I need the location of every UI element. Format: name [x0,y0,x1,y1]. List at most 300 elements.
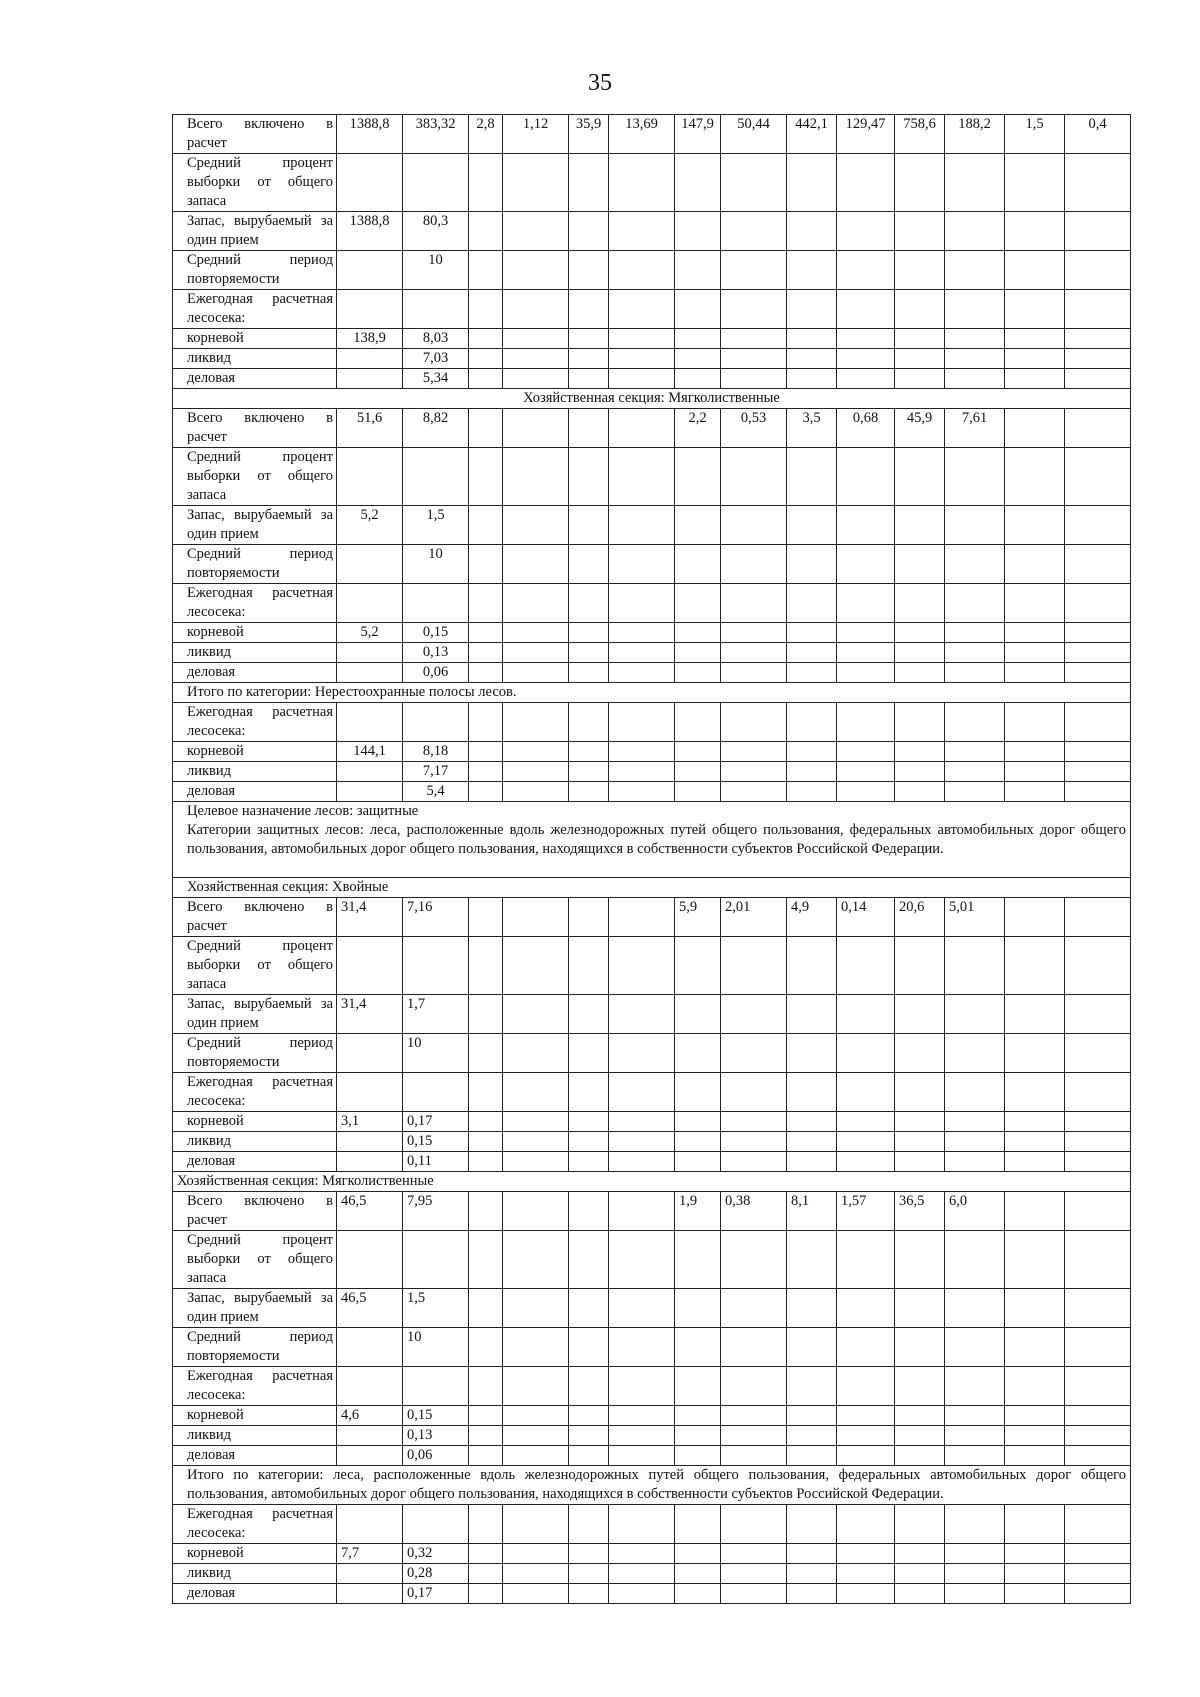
table-cell [609,1034,675,1073]
table-cell [1005,1564,1065,1584]
allowable-cut-table [172,114,1131,1604]
table-cell: 4,9 [787,898,837,937]
table-cell [609,1132,675,1152]
table-cell [895,1034,945,1073]
table-cell [503,1132,569,1152]
table-cell: 35,9 [569,115,609,154]
table-cell [675,1544,721,1564]
table-cell [1065,1289,1131,1328]
table-cell [945,937,1005,995]
table-cell [721,584,787,623]
table-cell: 7,03 [403,349,469,369]
table-cell: 1,7 [403,995,469,1034]
table-cell [469,545,503,584]
table-cell [609,448,675,506]
table-cell [1065,1544,1131,1564]
table-cell [569,762,609,782]
table-cell [1005,623,1065,643]
table-cell [337,663,403,683]
row-label: деловая [173,1152,337,1172]
table-cell [895,212,945,251]
table-cell [787,1152,837,1172]
table-cell: 50,44 [721,115,787,154]
table-cell [469,409,503,448]
table-cell [1005,1446,1065,1466]
table-cell [1005,448,1065,506]
table-cell [1065,1446,1131,1466]
table-cell: 5,34 [403,369,469,389]
table-cell [569,1034,609,1073]
table-cell [1065,1328,1131,1367]
table-cell [945,1112,1005,1132]
table-cell [503,898,569,937]
table-cell [569,898,609,937]
table-cell [1065,369,1131,389]
table-cell [837,1505,895,1544]
table-cell [1005,1406,1065,1426]
table-cell [1065,1132,1131,1152]
table-cell [569,251,609,290]
table-cell [569,154,609,212]
table-cell [1065,643,1131,663]
table-cell [787,448,837,506]
table-cell [945,154,1005,212]
table-cell [403,703,469,742]
table-cell [787,154,837,212]
table-cell [609,154,675,212]
table-cell [403,1505,469,1544]
table-cell [469,1034,503,1073]
table-cell: 7,7 [337,1544,403,1564]
table-row [173,782,1131,802]
table-cell [569,290,609,329]
table-cell [503,663,569,683]
table-cell [721,1231,787,1289]
table-cell [895,1544,945,1564]
table-cell [945,1073,1005,1112]
row-label: деловая [173,1584,337,1604]
table-cell [675,1564,721,1584]
table-cell [1065,663,1131,683]
table-cell: 2,01 [721,898,787,937]
table-cell: 5,2 [337,506,403,545]
table-cell [945,369,1005,389]
table-row [173,1406,1131,1426]
table-cell [337,154,403,212]
table-cell [1065,1231,1131,1289]
table-cell [469,448,503,506]
table-cell [787,584,837,623]
table-cell [1005,1544,1065,1564]
table-cell [609,1192,675,1231]
table-cell [895,1564,945,1584]
table-cell [945,584,1005,623]
table-cell [837,1426,895,1446]
table-cell: 2,8 [469,115,503,154]
table-cell: 0,15 [403,623,469,643]
table-cell: 4,6 [337,1406,403,1426]
table-cell [1005,1289,1065,1328]
table-cell: 10 [403,1328,469,1367]
table-cell [337,1426,403,1446]
table-cell [503,1426,569,1446]
table-cell [1065,782,1131,802]
table-cell: 0,28 [403,1564,469,1584]
row-label: Ежегодная расчетная лесосека: [173,703,337,742]
table-cell: 5,9 [675,898,721,937]
table-cell [837,782,895,802]
table-cell: 10 [403,1034,469,1073]
table-cell [609,995,675,1034]
table-cell [721,1289,787,1328]
table-cell [895,1584,945,1604]
table-cell [569,369,609,389]
table-cell [787,782,837,802]
table-cell [1065,995,1131,1034]
row-label: ликвид [173,762,337,782]
table-cell [469,1132,503,1152]
table-cell [675,1328,721,1367]
section-heading-line: Категории защитных лесов: леса, расположенные вдоль железнодорожных путей общего пользования, федеральных автомобильных дорог общего пользования, автомобильных дорог общего пользования, находящихся в собственности субъектов Российской Федерации. [187,822,1126,857]
row-label: Всего включено в расчет [173,409,337,448]
table-cell [503,937,569,995]
table-cell [1005,643,1065,663]
table-cell: 0,06 [403,1446,469,1466]
row-label: ликвид [173,349,337,369]
table-cell: 1,57 [837,1192,895,1231]
table-cell [1065,937,1131,995]
table-cell [675,545,721,584]
table-cell [895,448,945,506]
table-cell [787,663,837,683]
table-cell: 6,0 [945,1192,1005,1231]
table-cell [895,1132,945,1152]
table-cell: 0,17 [403,1112,469,1132]
table-cell [895,1289,945,1328]
table-cell [1065,584,1131,623]
table-cell [403,290,469,329]
table-cell [503,1192,569,1231]
table-cell: 20,6 [895,898,945,937]
row-label: Всего включено в расчет [173,898,337,937]
table-cell [1065,349,1131,369]
table-cell [1065,251,1131,290]
table-cell [945,506,1005,545]
table-cell [945,623,1005,643]
table-cell [569,1289,609,1328]
table-cell [337,290,403,329]
table-cell [675,506,721,545]
table-cell [1065,409,1131,448]
table-cell [469,1426,503,1446]
table-cell: 0,53 [721,409,787,448]
table-row [173,1289,1131,1328]
table-cell [469,290,503,329]
table-cell [721,742,787,762]
table-cell [569,545,609,584]
row-label: Средний период повторяемости [173,545,337,584]
table-cell [721,369,787,389]
table-cell [945,448,1005,506]
table-cell [609,663,675,683]
table-cell [721,1584,787,1604]
table-row [173,762,1131,782]
table-cell [469,995,503,1034]
table-cell [787,1073,837,1112]
table-cell [787,212,837,251]
table-cell [469,369,503,389]
row-label: ликвид [173,643,337,663]
table-cell [721,290,787,329]
table-cell [945,1426,1005,1446]
table-cell: 36,5 [895,1192,945,1231]
table-cell [837,329,895,349]
table-cell: 7,61 [945,409,1005,448]
row-label: ликвид [173,1564,337,1584]
table-cell [945,742,1005,762]
table-cell [675,349,721,369]
table-cell [569,584,609,623]
table-cell [945,1231,1005,1289]
table-cell [837,1152,895,1172]
table-cell [787,1426,837,1446]
table-cell [721,643,787,663]
table-row [173,545,1131,584]
table-cell: 10 [403,251,469,290]
table-cell [1005,1505,1065,1544]
table-cell [721,1564,787,1584]
table-cell: 0,14 [837,898,895,937]
table-cell [675,369,721,389]
table-cell [503,506,569,545]
table-cell [837,643,895,663]
table-cell [469,154,503,212]
table-cell [895,1231,945,1289]
table-cell [675,584,721,623]
table-cell [787,290,837,329]
table-cell [503,545,569,584]
table-cell: 1,9 [675,1192,721,1231]
table-cell [837,937,895,995]
table-cell [1065,1505,1131,1544]
table-cell [469,643,503,663]
table-cell [569,1426,609,1446]
table-cell [503,1446,569,1466]
table-cell [469,762,503,782]
table-cell [787,1564,837,1584]
table-cell [721,506,787,545]
table-cell [569,1152,609,1172]
table-cell [895,369,945,389]
table-cell [945,1132,1005,1152]
table-cell [895,1152,945,1172]
table-cell [1005,545,1065,584]
table-row [173,1544,1131,1564]
table-cell [787,1112,837,1132]
table-cell [837,995,895,1034]
table-cell [569,1446,609,1466]
table-cell [837,1231,895,1289]
table-cell [945,545,1005,584]
table-cell [721,1406,787,1426]
table-row [173,1328,1131,1367]
table-cell [337,703,403,742]
table-cell [469,329,503,349]
table-cell [1065,1564,1131,1584]
table-cell [721,251,787,290]
table-cell: 7,17 [403,762,469,782]
table-cell: 0,15 [403,1406,469,1426]
section-row [173,1466,1131,1505]
table-cell [1005,1034,1065,1073]
table-cell: 144,1 [337,742,403,762]
table-cell [837,369,895,389]
table-cell [337,1073,403,1112]
row-label: ликвид [173,1426,337,1446]
table-row [173,1073,1131,1112]
table-cell [569,1544,609,1564]
table-cell [469,349,503,369]
table-cell [503,1564,569,1584]
table-cell [609,506,675,545]
table-cell [469,212,503,251]
table-cell [837,703,895,742]
table-row [173,742,1131,762]
table-cell [945,1406,1005,1426]
table-cell: 45,9 [895,409,945,448]
table-cell [1005,506,1065,545]
table-cell [609,349,675,369]
table-row [173,251,1131,290]
table-row [173,1584,1131,1604]
table-cell [675,290,721,329]
table-cell: 0,15 [403,1132,469,1152]
table-cell [609,742,675,762]
table-cell: 1,5 [403,506,469,545]
table-cell [609,290,675,329]
table-cell [337,762,403,782]
table-cell [469,703,503,742]
table-cell [609,643,675,663]
table-cell [503,154,569,212]
table-cell [721,212,787,251]
table-cell [675,937,721,995]
table-cell [609,1231,675,1289]
table-cell [945,995,1005,1034]
table-cell [503,1367,569,1406]
table-cell [895,329,945,349]
table-cell: 147,9 [675,115,721,154]
table-cell [503,349,569,369]
table-cell [569,1112,609,1132]
table-cell [609,1112,675,1132]
table-cell [469,1544,503,1564]
table-cell [837,584,895,623]
row-label: Всего включено в расчет [173,1192,337,1231]
table-cell [569,703,609,742]
table-cell [403,448,469,506]
table-cell [895,742,945,762]
table-cell [569,643,609,663]
table-cell [337,584,403,623]
table-cell: 0,13 [403,1426,469,1446]
table-cell [837,154,895,212]
row-label: Всего включено в расчет [173,115,337,154]
table-cell [609,898,675,937]
table-cell [1005,1192,1065,1231]
table-cell: 188,2 [945,115,1005,154]
table-cell [609,369,675,389]
table-cell [895,545,945,584]
table-row [173,584,1131,623]
table-cell [337,1328,403,1367]
table-cell [945,251,1005,290]
table-cell [787,937,837,995]
table-cell [675,1584,721,1604]
table-cell [675,1505,721,1544]
table-cell [609,1328,675,1367]
table-cell [721,623,787,643]
table-cell: 46,5 [337,1289,403,1328]
table-cell [787,1544,837,1564]
table-cell [787,995,837,1034]
table-cell [945,1328,1005,1367]
table-cell: 0,17 [403,1584,469,1604]
table-cell [837,623,895,643]
table-cell [945,1505,1005,1544]
row-label: Ежегодная расчетная лесосека: [173,1367,337,1406]
table-cell [1005,349,1065,369]
table-cell: 129,47 [837,115,895,154]
table-cell [569,623,609,643]
section-row [173,802,1131,878]
table-cell [675,1426,721,1446]
table-cell [1005,409,1065,448]
table-cell [895,506,945,545]
table-cell [503,448,569,506]
table-cell [787,703,837,742]
table-cell [787,1367,837,1406]
row-label: деловая [173,369,337,389]
table-cell: 3,5 [787,409,837,448]
table-cell [503,329,569,349]
table-cell [895,643,945,663]
table-cell [837,1406,895,1426]
table-cell [503,782,569,802]
table-cell [945,1152,1005,1172]
row-label: деловая [173,1446,337,1466]
table-cell [787,545,837,584]
table-cell [337,251,403,290]
table-cell [337,782,403,802]
table-cell [469,937,503,995]
table-cell [945,1584,1005,1604]
table-cell [787,1132,837,1152]
table-cell [1065,1152,1131,1172]
table-cell [787,742,837,762]
table-cell [503,1289,569,1328]
section-row [173,683,1131,703]
table-row [173,703,1131,742]
table-cell [675,1152,721,1172]
table-cell [337,1132,403,1152]
table-cell [1005,1584,1065,1604]
table-cell: 8,82 [403,409,469,448]
table-cell [721,154,787,212]
table-cell [837,1289,895,1328]
table-cell [837,663,895,683]
table-cell [837,290,895,329]
